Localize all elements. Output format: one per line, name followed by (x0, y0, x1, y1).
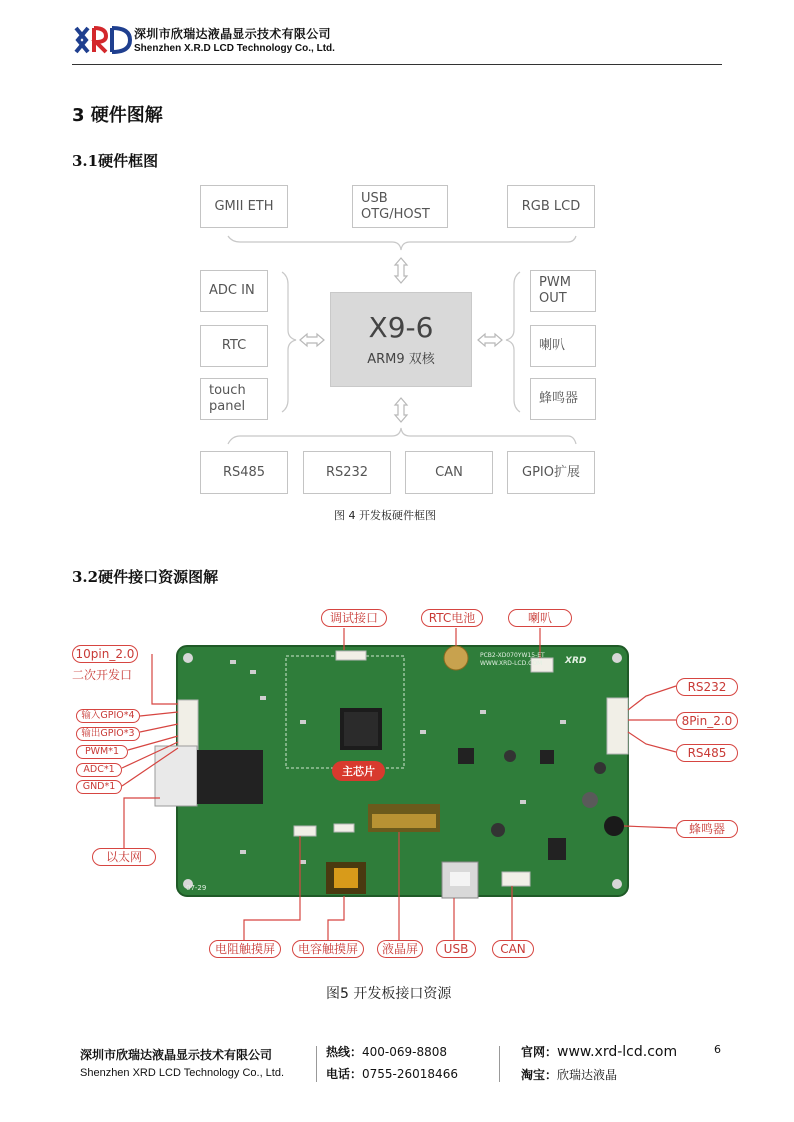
label-output-gpio: 输出GPIO*3 (76, 727, 140, 741)
figure4-caption: 图 4 开发板硬件框图 (334, 509, 436, 522)
label-can: CAN (492, 940, 534, 958)
label-adc: ADC*1 (76, 763, 122, 777)
label-input-gpio: 输入GPIO*4 (76, 709, 140, 723)
footer-taobao-value: 欣瑞达液晶 (557, 1068, 618, 1082)
label-rs232: RS232 (676, 678, 738, 696)
block-pwm-out: PWM OUT (530, 270, 596, 312)
pcb-silk-date: 07-29 (186, 884, 207, 892)
block-rs232: RS232 (303, 451, 391, 494)
pcb-silk-logo: XRD (565, 656, 587, 666)
label-rs485: RS485 (676, 744, 738, 762)
label-rtc-battery: RTC电池 (421, 609, 483, 627)
label-lcd: 液晶屏 (377, 940, 423, 958)
label-secondary-dev-port: 二次开发口 (72, 668, 133, 682)
block-core-x9-6 (330, 292, 472, 387)
block-rtc: RTC (200, 325, 268, 367)
block-gmii-eth: GMII ETH (200, 185, 288, 228)
core-title: X9-6 (368, 311, 434, 344)
footer-company-cn: 深圳市欣瑞达液晶显示技术有限公司 (80, 1048, 273, 1062)
footer-divider-1 (316, 1046, 317, 1082)
pcb-silk-url: WWW.XRD-LCD.COM (480, 660, 543, 667)
label-8pin: 8Pin_2.0 (676, 712, 738, 730)
header-company-cn: 深圳市欣瑞达液晶显示技术有限公司 (134, 27, 331, 41)
block-gpio: GPIO扩展 (507, 451, 595, 494)
label-gnd: GND*1 (76, 780, 122, 794)
subsection-block-diagram: 3.1硬件框图 (72, 152, 159, 170)
figure5-caption: 图5 开发板接口资源 (326, 986, 452, 1002)
block-can: CAN (405, 451, 493, 494)
footer-phone (326, 1065, 458, 1082)
footer-taobao-label: 淘宝： (521, 1068, 558, 1082)
diagram-connectors (0, 0, 794, 520)
core-subtitle: ARM9 双核 (367, 352, 435, 367)
block-buzzer: 蜂鸣器 (530, 378, 596, 420)
label-ethernet: 以太网 (92, 848, 156, 866)
footer-phone-value: 0755-26018466 (362, 1067, 458, 1081)
footer-phone-label: 电话： (326, 1067, 363, 1081)
label-capacitive-touch: 电容触摸屏 (292, 940, 364, 958)
footer-website (521, 1043, 677, 1060)
label-usb: USB (436, 940, 476, 958)
footer-taobao (521, 1066, 617, 1083)
label-pwm: PWM*1 (76, 745, 128, 759)
footer-divider-2 (499, 1046, 500, 1082)
footer-hotline-label: 热线： (326, 1045, 363, 1059)
label-debug-port: 调试接口 (321, 609, 387, 627)
label-10pin: 10pin_2.0 (72, 645, 138, 663)
label-buzzer: 蜂鸣器 (676, 820, 738, 838)
block-speaker: 喇叭 (530, 325, 596, 367)
block-rs485: RS485 (200, 451, 288, 494)
footer-web-label: 官网： (521, 1045, 558, 1059)
label-speaker: 喇叭 (508, 609, 572, 627)
footer-company-en: Shenzhen XRD LCD Technology Co., Ltd. (80, 1067, 285, 1079)
label-resistive-touch: 电阻触摸屏 (209, 940, 281, 958)
block-touch-panel: touch panel (200, 378, 268, 420)
header-company-en: Shenzhen X.R.D LCD Technology Co., Ltd. (134, 43, 335, 54)
main-chip-tag: 主芯片 (332, 761, 385, 781)
footer-hotline-value: 400-069-8808 (362, 1045, 448, 1059)
section-title: 3 硬件图解 (72, 105, 163, 126)
page-number: 6 (714, 1043, 721, 1056)
pcb-silk-model: PCB2-XD070YW15-ET (480, 652, 545, 659)
subsection-interface: 3.2硬件接口资源图解 (72, 568, 219, 586)
block-adc-in: ADC IN (200, 270, 268, 312)
block-usb-otg-host: USB OTG/HOST (352, 185, 448, 228)
footer-hotline (326, 1043, 447, 1060)
block-rgb-lcd: RGB LCD (507, 185, 595, 228)
footer-web-link[interactable]: www.xrd-lcd.com (557, 1044, 678, 1060)
